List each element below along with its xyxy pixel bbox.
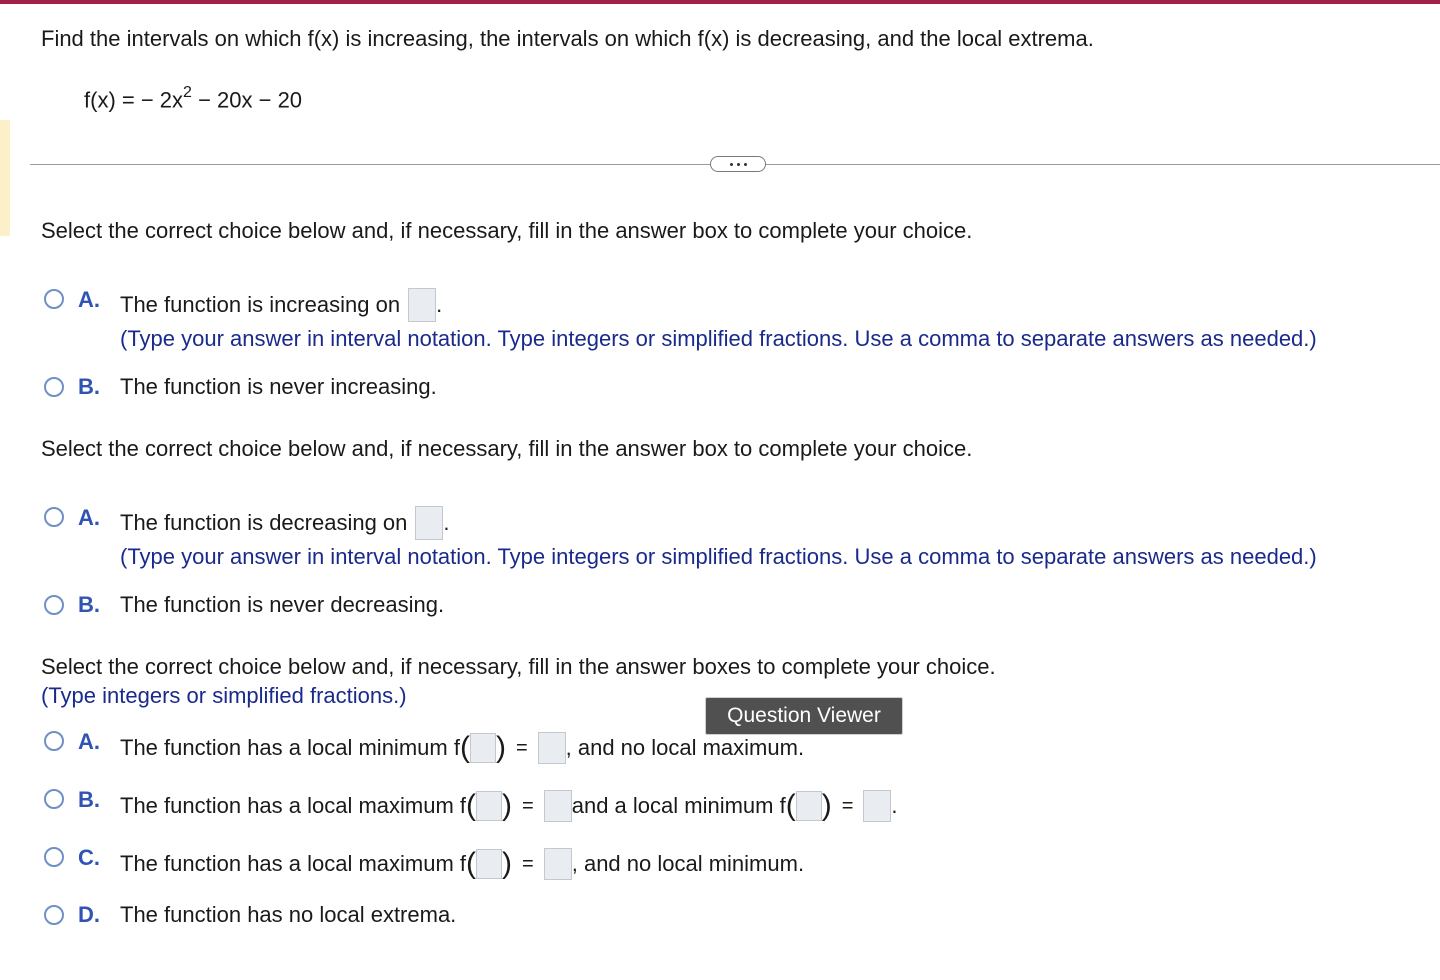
question-highlight-marker: [0, 120, 10, 236]
part3-radio-c[interactable]: [44, 847, 64, 867]
part3-hint: (Type integers or simplified fractions.): [41, 683, 407, 708]
part2-radio-a[interactable]: [44, 507, 64, 527]
part3-radio-d[interactable]: [44, 905, 64, 925]
part1-radio-a[interactable]: [44, 289, 64, 309]
close-paren: ): [502, 847, 513, 880]
part2-choice-a: [120, 506, 450, 540]
part1-choice-a: [120, 288, 442, 322]
part2-radio-b[interactable]: [44, 595, 64, 615]
part3-letter-d: D.: [78, 902, 100, 927]
part3-letter-a: A.: [78, 729, 100, 754]
part3-choice-b-mid: and a local minimum f: [571, 793, 786, 818]
part1-answer-box[interactable]: [408, 288, 436, 322]
part2-choice-b: The function is never decreasing.: [120, 592, 445, 617]
part3-a-value-box[interactable]: [538, 732, 566, 764]
part3-choice-d: The function has no local extrema.: [120, 902, 457, 927]
open-paren: (: [785, 789, 796, 822]
part3-letter-c: C.: [78, 845, 100, 870]
part1-instruction: Select the correct choice below and, if necessary, fill in the answer box to complete your choice.: [41, 218, 973, 243]
part2-hint: (Type your answer in interval notation. Type integers or simplified fractions. Use a comma to separate answers as needed.): [120, 544, 1317, 569]
part3-c-value-box[interactable]: [544, 848, 572, 880]
part1-letter-a: A.: [78, 287, 100, 312]
equals-sign: =: [522, 794, 534, 817]
part3-choice-c-after: , and no local minimum.: [571, 851, 805, 876]
close-paren: ): [821, 789, 832, 822]
part3-choice-c: [120, 844, 804, 884]
equals-sign: =: [515, 736, 528, 759]
part3-choice-b-text: The function has a local maximum f: [120, 793, 467, 818]
question-prompt: Find the intervals on which f(x) is increasing, the intervals on which f(x) is decreasing, and the local extrema.: [41, 26, 1094, 51]
part3-radio-b[interactable]: [44, 789, 64, 809]
ellipsis-dot-icon: [737, 163, 740, 166]
part2-letter-b: B.: [78, 592, 100, 617]
question-viewer-tooltip[interactable]: Question Viewer: [705, 697, 903, 735]
equals-sign: =: [522, 852, 534, 875]
part3-b-max-x-box[interactable]: [476, 791, 502, 821]
part3-choice-b-end: .: [891, 793, 898, 818]
part3-choice-b: [120, 786, 898, 826]
function-rest: − 20x − 20: [191, 87, 303, 113]
more-options-button[interactable]: [710, 156, 766, 172]
part1-choice-b: The function is never increasing.: [120, 374, 437, 399]
part1-radio-b[interactable]: [44, 377, 64, 397]
part3-choice-a: [120, 728, 804, 768]
part1-letter-b: B.: [78, 374, 100, 399]
part1-choice-a-period: .: [436, 292, 443, 317]
part2-answer-box[interactable]: [415, 506, 443, 540]
part3-c-x-box[interactable]: [476, 849, 502, 879]
top-accent-bar: [0, 0, 1440, 4]
part2-choice-a-period: .: [443, 510, 450, 535]
part3-choice-a-after: , and no local maximum.: [565, 735, 805, 760]
part1-choice-a-text: The function is increasing on: [120, 292, 401, 317]
part3-b-min-x-box[interactable]: [796, 791, 822, 821]
part3-choice-c-text: The function has a local maximum f: [120, 851, 467, 876]
part3-a-x-box[interactable]: [470, 733, 496, 763]
ellipsis-dot-icon: [730, 163, 733, 166]
part3-letter-b: B.: [78, 787, 100, 812]
part2-choice-a-text: The function is decreasing on: [120, 510, 408, 535]
part3-b-min-value-box[interactable]: [863, 790, 891, 822]
open-paren: (: [466, 847, 477, 880]
function-lhs: f(x) = − 2x: [84, 87, 184, 113]
close-paren: ): [502, 789, 513, 822]
part2-instruction: Select the correct choice below and, if necessary, fill in the answer box to complete your choice.: [41, 436, 973, 461]
part3-choice-a-text: The function has a local minimum f: [120, 735, 460, 760]
open-paren: (: [466, 789, 477, 822]
close-paren: ): [495, 731, 506, 764]
open-paren: (: [459, 731, 470, 764]
ellipsis-dot-icon: [744, 163, 747, 166]
equals-sign: =: [841, 794, 854, 817]
part3-b-max-value-box[interactable]: [544, 790, 572, 822]
part3-radio-a[interactable]: [44, 731, 64, 751]
part3-instruction: Select the correct choice below and, if necessary, fill in the answer boxes to complete your choice.: [41, 654, 996, 679]
function-exponent: 2: [183, 84, 192, 101]
function-expression: [84, 86, 302, 113]
part1-hint: (Type your answer in interval notation. Type integers or simplified fractions. Use a comma to separate answers as needed.): [120, 326, 1317, 351]
part2-letter-a: A.: [78, 505, 100, 530]
